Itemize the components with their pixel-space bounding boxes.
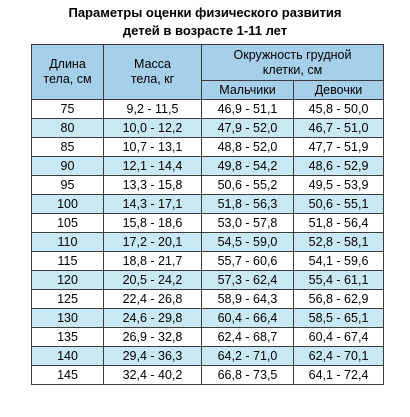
cell-chest-boys: 47,9 - 52,0 — [202, 119, 294, 138]
cell-chest-boys: 64,2 - 71,0 — [202, 347, 294, 366]
cell-mass: 20,5 - 24,2 — [104, 271, 202, 290]
cell-chest-girls: 58,5 - 65,1 — [294, 309, 384, 328]
cell-chest-girls: 62,4 - 70,1 — [294, 347, 384, 366]
cell-mass: 32,4 - 40,2 — [104, 366, 202, 385]
table-row — [32, 214, 384, 233]
cell-mass: 18,8 - 21,7 — [104, 252, 202, 271]
cell-mass: 29,4 - 36,3 — [104, 347, 202, 366]
cell-chest-boys: 51,8 - 56,3 — [202, 195, 294, 214]
table-row — [32, 176, 384, 195]
header-chest: Окружность грудной клетки, см — [202, 45, 384, 81]
cell-chest-girls: 55,4 - 61,1 — [294, 271, 384, 290]
title-line-1: Параметры оценки физического развития — [68, 5, 342, 20]
table-row — [32, 366, 384, 385]
cell-mass: 17,2 - 20,1 — [104, 233, 202, 252]
table-row — [32, 290, 384, 309]
cell-chest-girls: 46,7 - 51,0 — [294, 119, 384, 138]
table-row — [32, 347, 384, 366]
header-mass: Масса тела, кг — [104, 45, 202, 100]
cell-height: 80 — [32, 119, 104, 138]
cell-chest-boys: 55,7 - 60,6 — [202, 252, 294, 271]
cell-mass: 14,3 - 17,1 — [104, 195, 202, 214]
cell-height: 120 — [32, 271, 104, 290]
cell-mass: 22,4 - 26,8 — [104, 290, 202, 309]
table-row — [32, 100, 384, 119]
cell-chest-boys: 48,8 - 52,0 — [202, 138, 294, 157]
cell-chest-boys: 62,4 - 68,7 — [202, 328, 294, 347]
cell-mass: 10,0 - 12,2 — [104, 119, 202, 138]
page-title — [0, 4, 410, 40]
cell-chest-girls: 52,8 - 58,1 — [294, 233, 384, 252]
header-boys: Мальчики — [202, 81, 294, 100]
title-line-2: детей в возрасте 1-11 лет — [122, 23, 288, 38]
cell-mass: 13,3 - 15,8 — [104, 176, 202, 195]
table-row — [32, 119, 384, 138]
cell-height: 130 — [32, 309, 104, 328]
cell-chest-boys: 53,0 - 57,8 — [202, 214, 294, 233]
cell-height: 100 — [32, 195, 104, 214]
table-row — [32, 328, 384, 347]
cell-chest-girls: 64,1 - 72,4 — [294, 366, 384, 385]
cell-mass: 24,6 - 29,8 — [104, 309, 202, 328]
cell-chest-girls: 60,4 - 67,4 — [294, 328, 384, 347]
cell-chest-girls: 56,8 - 62,9 — [294, 290, 384, 309]
cell-chest-boys: 50,6 - 55,2 — [202, 176, 294, 195]
cell-chest-boys: 60,4 - 66,4 — [202, 309, 294, 328]
cell-height: 95 — [32, 176, 104, 195]
cell-mass: 26,9 - 32,8 — [104, 328, 202, 347]
cell-chest-girls: 54,1 - 59,6 — [294, 252, 384, 271]
cell-height: 145 — [32, 366, 104, 385]
cell-chest-boys: 58,9 - 64,3 — [202, 290, 294, 309]
cell-mass: 15,8 - 18,6 — [104, 214, 202, 233]
cell-chest-boys: 66,8 - 73,5 — [202, 366, 294, 385]
cell-height: 140 — [32, 347, 104, 366]
cell-chest-girls: 50,6 - 55,1 — [294, 195, 384, 214]
cell-chest-boys: 54,5 - 59,0 — [202, 233, 294, 252]
table-row — [32, 309, 384, 328]
cell-chest-girls: 49,5 - 53,9 — [294, 176, 384, 195]
table-row — [32, 252, 384, 271]
cell-chest-boys: 57,3 - 62,4 — [202, 271, 294, 290]
header-girls: Девочки — [294, 81, 384, 100]
cell-mass: 9,2 - 11,5 — [104, 100, 202, 119]
cell-mass: 10,7 - 13,1 — [104, 138, 202, 157]
cell-height: 85 — [32, 138, 104, 157]
table-row — [32, 157, 384, 176]
cell-height: 135 — [32, 328, 104, 347]
table-row — [32, 138, 384, 157]
table-row — [32, 271, 384, 290]
cell-chest-boys: 49,8 - 54,2 — [202, 157, 294, 176]
cell-chest-girls: 48,6 - 52,9 — [294, 157, 384, 176]
table-body — [32, 100, 384, 385]
cell-height: 110 — [32, 233, 104, 252]
table-row — [32, 233, 384, 252]
header-height: Длина тела, см — [32, 45, 104, 100]
cell-height: 75 — [32, 100, 104, 119]
cell-chest-girls: 45,8 - 50,0 — [294, 100, 384, 119]
cell-height: 125 — [32, 290, 104, 309]
table-row — [32, 195, 384, 214]
cell-height: 105 — [32, 214, 104, 233]
cell-mass: 12,1 - 14,4 — [104, 157, 202, 176]
cell-chest-girls: 51,8 - 56,4 — [294, 214, 384, 233]
cell-height: 115 — [32, 252, 104, 271]
cell-chest-boys: 46,9 - 51,1 — [202, 100, 294, 119]
cell-chest-girls: 47,7 - 51,9 — [294, 138, 384, 157]
development-table — [31, 44, 384, 385]
cell-height: 90 — [32, 157, 104, 176]
